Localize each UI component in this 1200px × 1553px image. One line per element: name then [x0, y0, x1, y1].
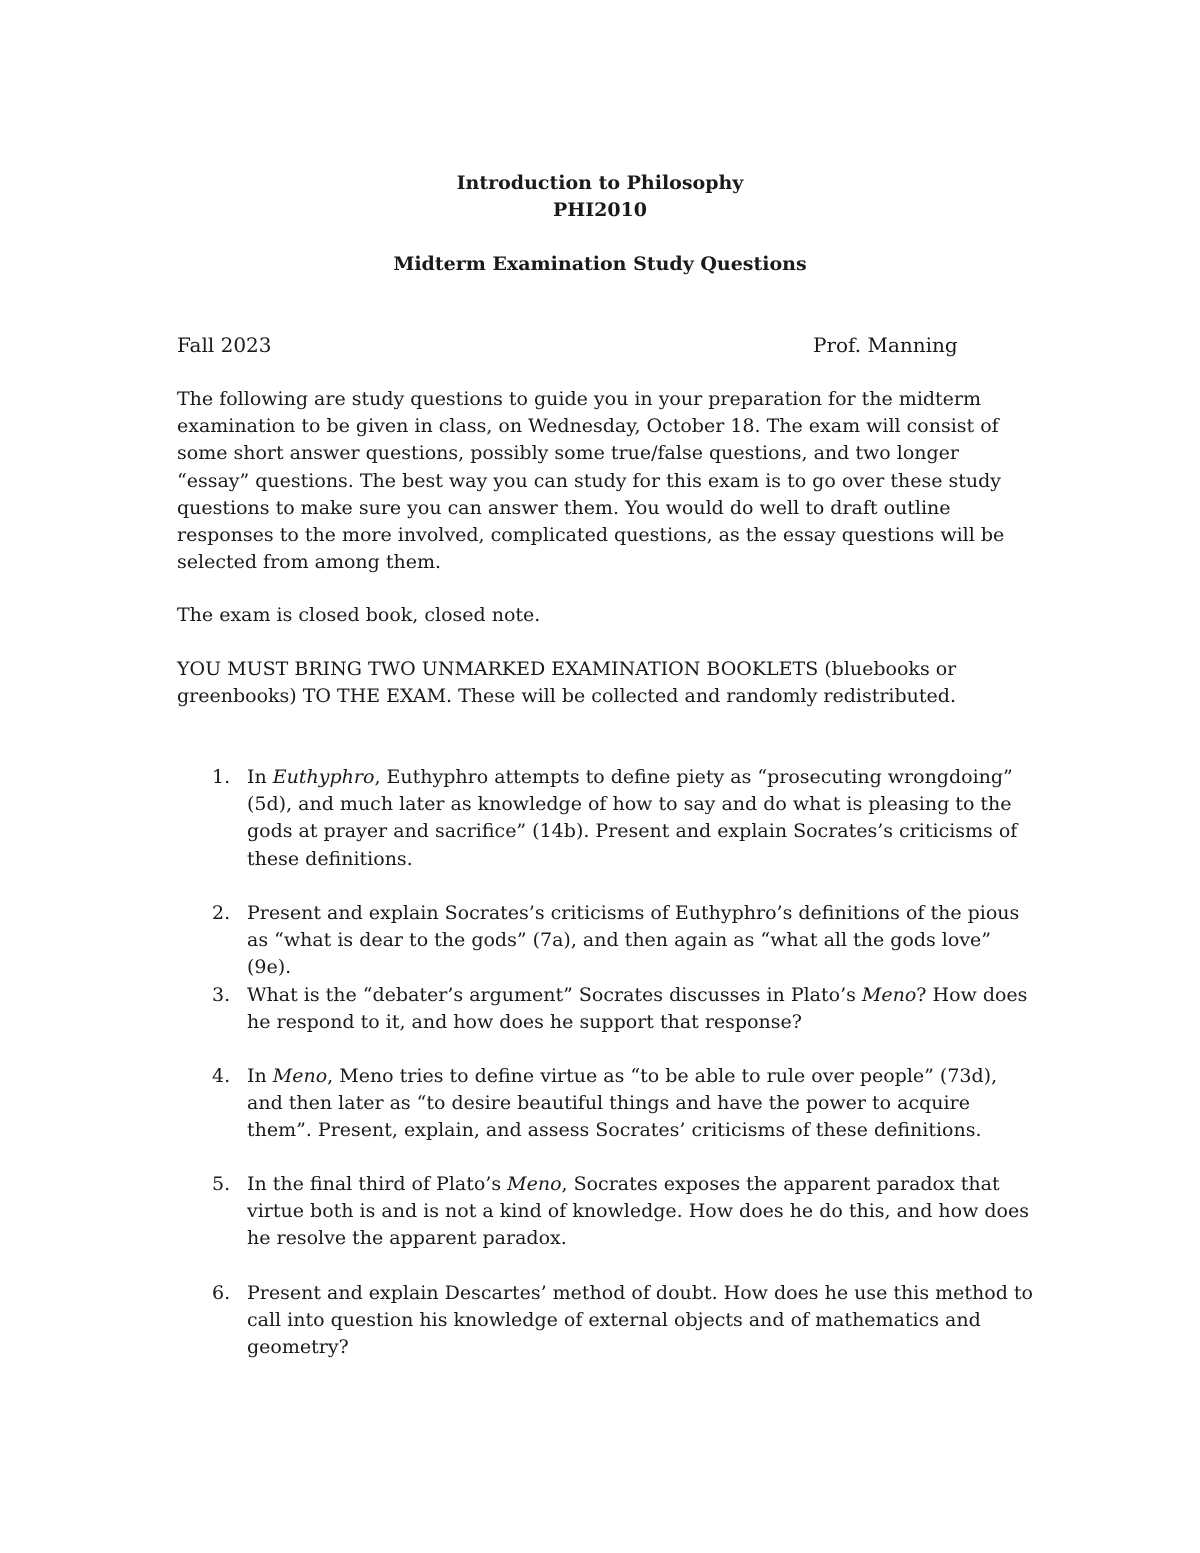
question-number: 2.	[212, 902, 231, 924]
term-label: Fall 2023	[177, 333, 272, 357]
question-text: In the final third of Plato’s Meno, Socrates exposes the apparent paradox that virtue both is and is not a kind of knowledge. How does he do this, and how does he resolve the apparent paradox.	[247, 1173, 1029, 1250]
question-number: 1.	[212, 766, 231, 788]
document-title: Midterm Examination Study Questions	[393, 253, 807, 275]
question-number: 3.	[212, 984, 231, 1006]
question-text: In Euthyphro, Euthyphro attempts to define piety as “prosecuting wrongdoing” (5d), and much later as knowledge of how to say and do what is pleasing to the gods at prayer and sacrifice” (14b). Present and explain Socrates’s criticisms of these definitions.	[247, 766, 1018, 870]
question-number: 5.	[212, 1173, 231, 1195]
course-code: PHI2010	[552, 199, 647, 221]
exam-rules-paragraph: The exam is closed book, closed note.	[177, 604, 541, 626]
question-text: In Meno, Meno tries to define virtue as “to be able to rule over people” (73d), and then later as “to desire beautiful things and have the power to acquire them”. Present, explain, and assess Socrates’ criticisms of these definitions.	[247, 1065, 998, 1142]
question-number: 4.	[212, 1065, 231, 1087]
question-text: What is the “debater’s argument” Socrates discusses in Plato’s Meno? How does he respond to it, and how does he support that response?	[247, 984, 1028, 1034]
booklet-notice-paragraph: YOU MUST BRING TWO UNMARKED EXAMINATION BOOKLETS (bluebooks or greenbooks) TO THE EXAM. These will be collected and randomly redistributed.	[177, 658, 957, 708]
question-text: Present and explain Socrates’s criticisms of Euthyphro’s definitions of the pious as “what is dear to the gods” (7a), and then again as “what all the gods love” (9e).	[247, 902, 1020, 979]
intro-paragraph: The following are study questions to guide you in your preparation for the midterm examination to be given in class, on Wednesday, October 18. The exam will consist of some short answer questions, possibly some true/false questions, and two longer “essay” questions. The best way you can study for this exam is to go over these study questions to make sure you can answer them. You would do well to draft outline responses to the more involved, complicated questions, as the essay questions will be selected from among them.	[177, 388, 1005, 574]
question-number: 6.	[212, 1282, 231, 1304]
question-text: Present and explain Descartes’ method of doubt. How does he use this method to call into question his knowledge of external objects and of mathematics and geometry?	[247, 1282, 1033, 1359]
instructor-label: Prof. Manning	[813, 333, 958, 357]
course-title: Introduction to Philosophy	[456, 172, 744, 194]
